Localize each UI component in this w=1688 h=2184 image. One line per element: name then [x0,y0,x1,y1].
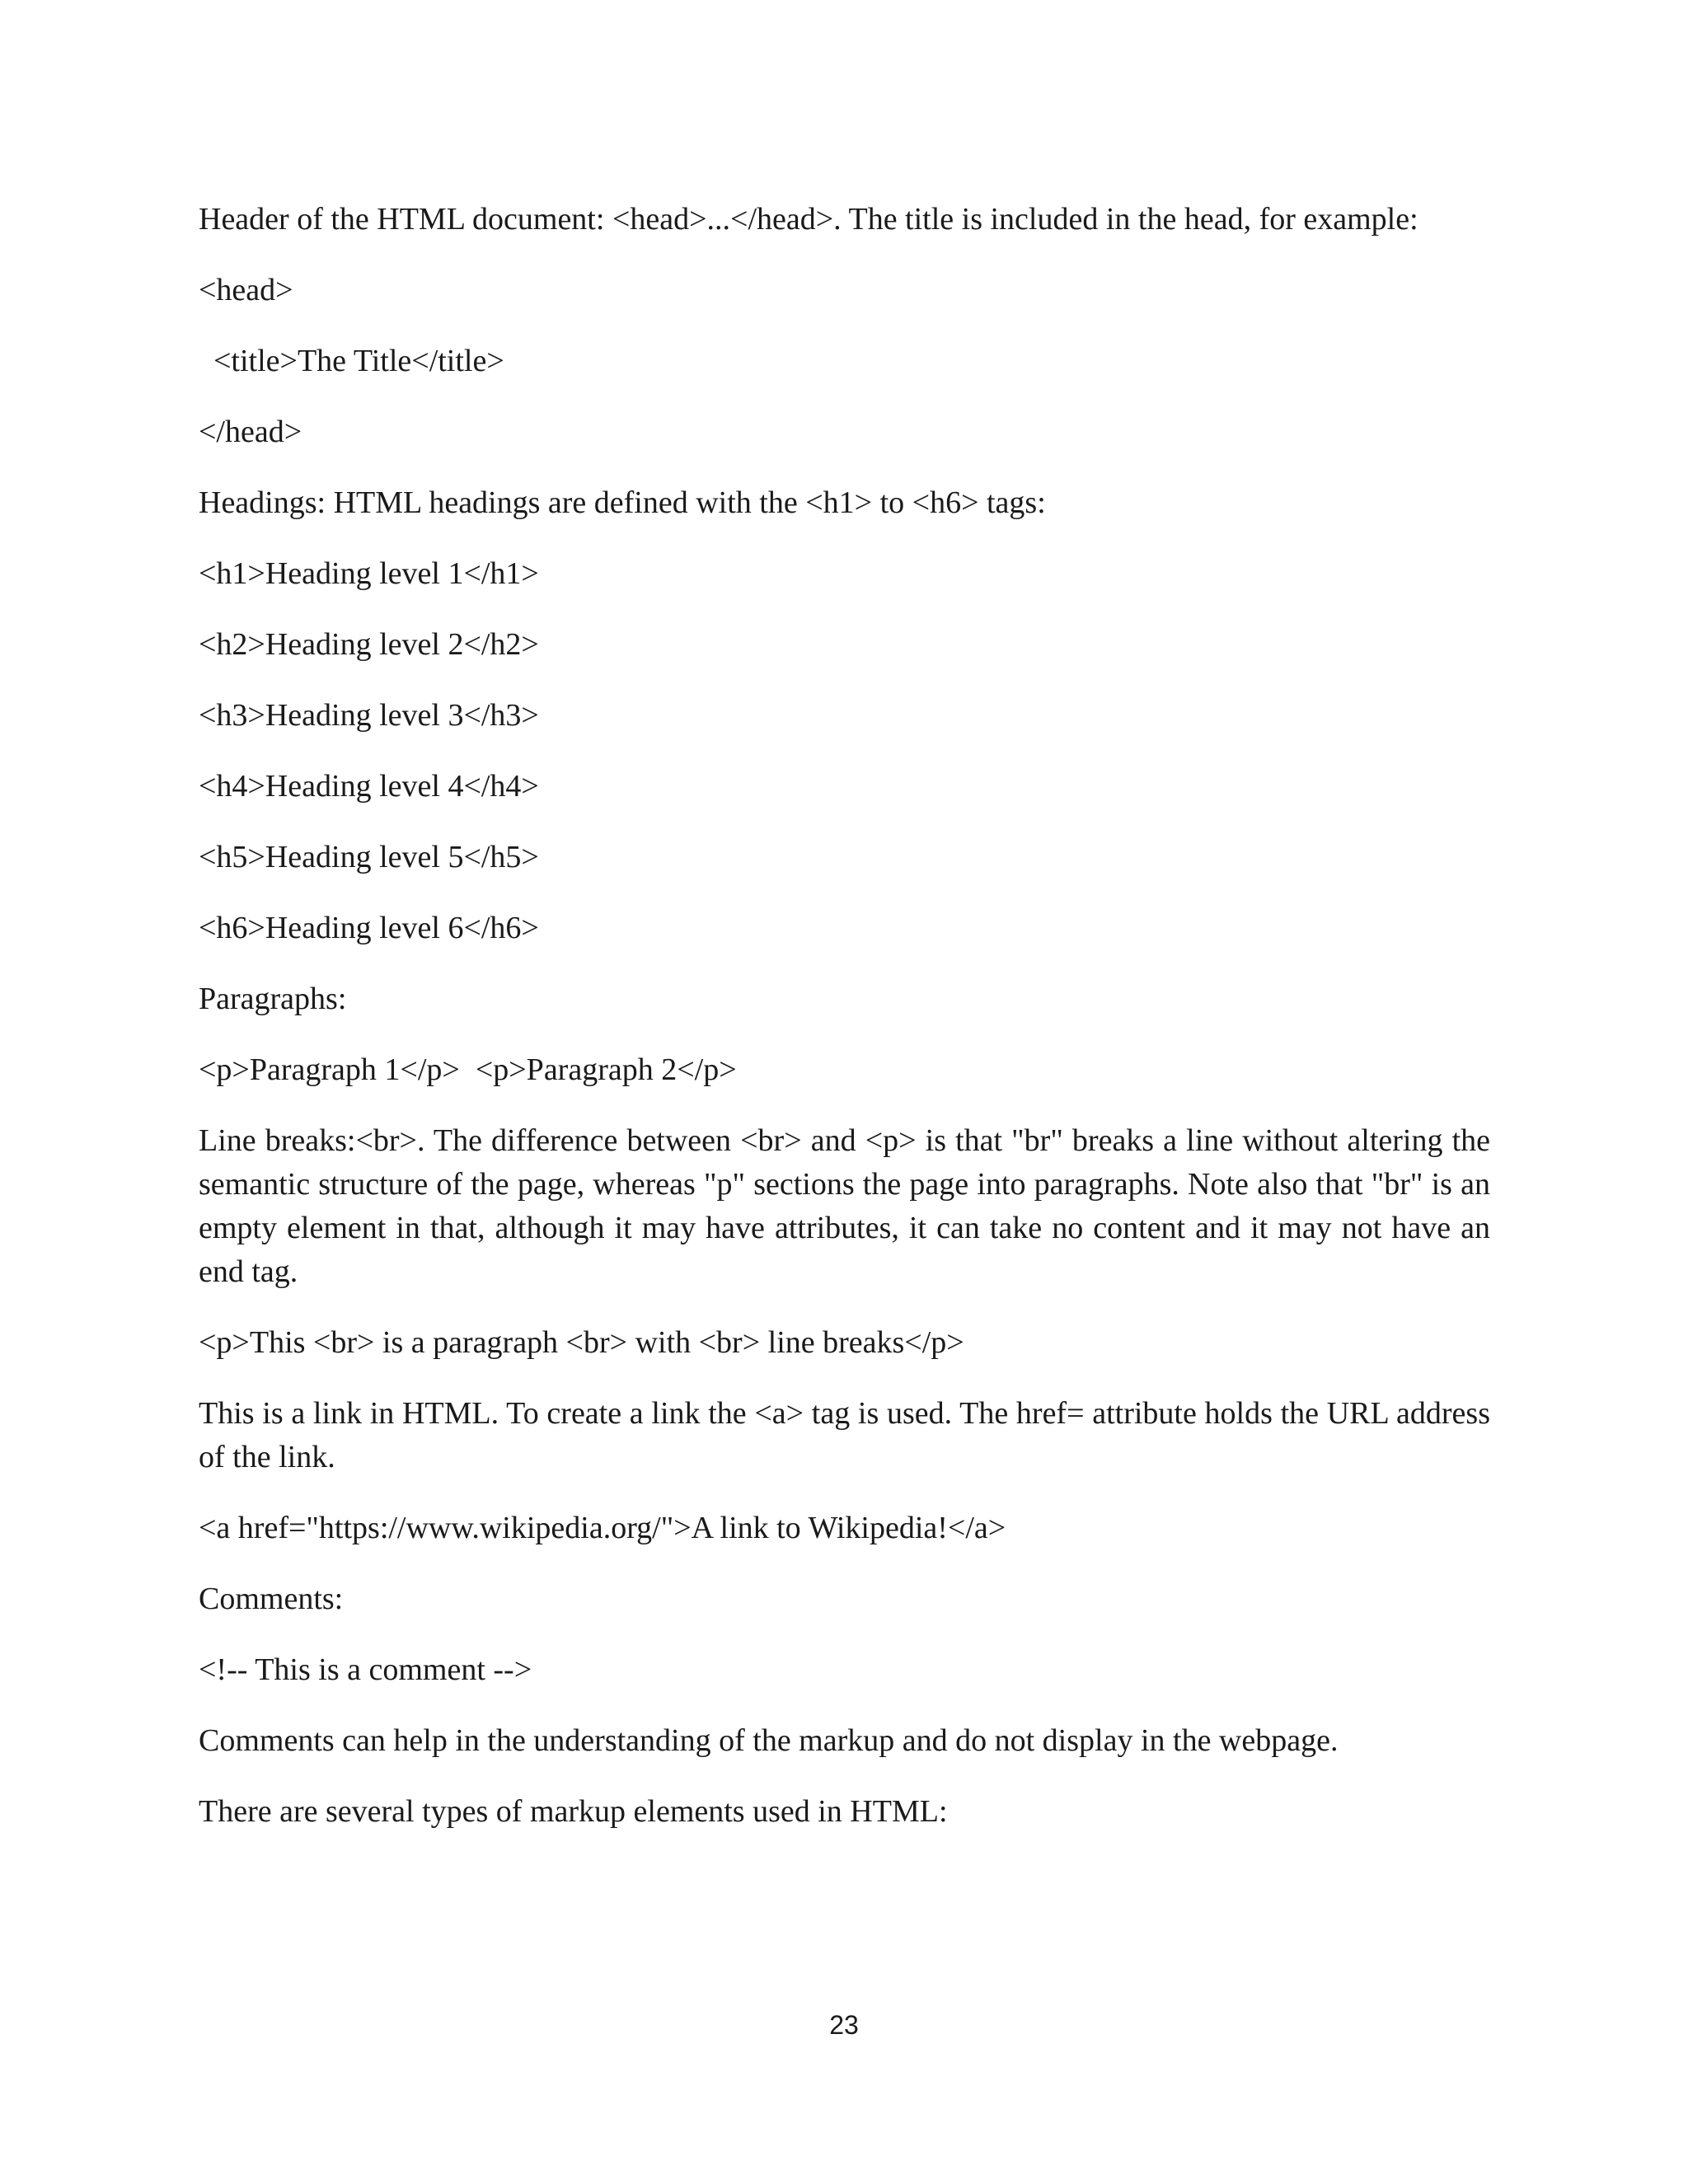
code-head-close: </head> [199,415,302,449]
code-h2: <h2>Heading level 2</h2> [199,627,539,662]
code-line-breaks: <p>This <br> is a paragraph <br> with <br> line breaks</p> [199,1325,964,1360]
paragraph-link-intro: This is a link in HTML. To create a link the <a> tag is used. The href= attribute holds the URL address of the link. [199,1396,1498,1474]
paragraph-markup-types: There are several types of markup elements used in HTML: [199,1794,948,1829]
code-h1: <h1>Heading level 1</h1> [199,556,539,591]
code-h6: <h6>Heading level 6</h6> [199,911,539,945]
paragraph-line-breaks: Line breaks:<br>. The difference between <br> and <p> is that "br" breaks a line without altering the semantic structure of the page, whereas "p" sections the page into paragraphs. Note also that "br" is an empty element in that, although it may have attributes, it can take no content and it may not have an end tag. [199,1123,1498,1289]
paragraph-headings-intro: Headings: HTML headings are defined with the <h1> to <h6> tags: [199,485,1046,520]
code-h3: <h3>Heading level 3</h3> [199,698,539,733]
paragraph-comments-label: Comments: [199,1582,344,1616]
document-body [199,198,1498,1861]
code-h5: <h5>Heading level 5</h5> [199,840,539,874]
code-head-open: <head> [199,273,293,307]
paragraph-header-intro: Header of the HTML document: <head>...</head>. The title is included in the head, for example: [199,202,1418,237]
code-comment: <!-- This is a comment --> [199,1652,532,1687]
code-title: <title>The Title</title> [213,344,504,378]
code-link: <a href="https://www.wikipedia.org/">A link to Wikipedia!</a> [199,1511,1006,1545]
code-paragraphs: <p>Paragraph 1</p> <p>Paragraph 2</p> [199,1052,737,1087]
paragraph-paragraphs-label: Paragraphs: [199,982,347,1016]
code-h4: <h4>Heading level 4</h4> [199,769,539,804]
paragraph-comments-explanation: Comments can help in the understanding of the markup and do not display in the webpage. [199,1723,1339,1758]
page-number: 23 [829,2010,859,2040]
